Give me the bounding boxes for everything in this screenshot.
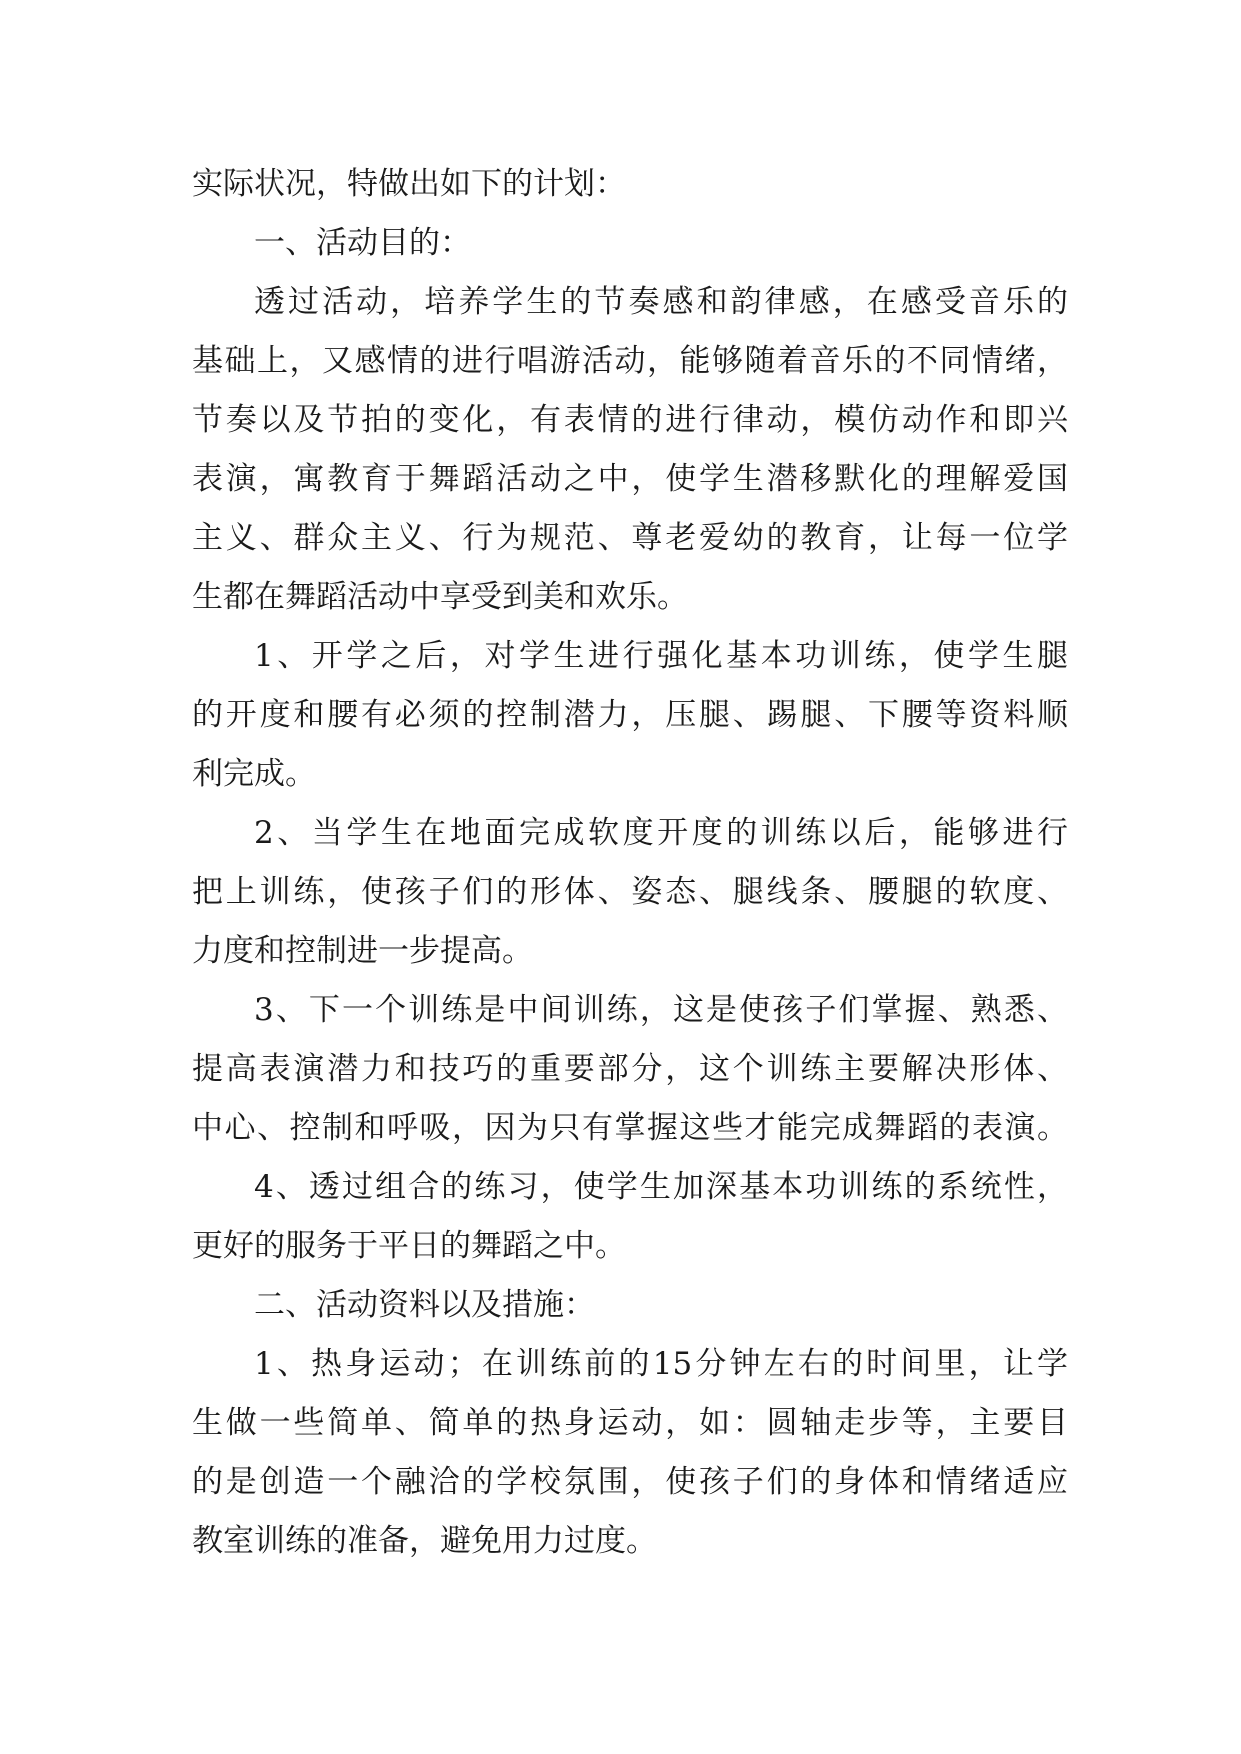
text-line: 实际状况，特做出如下的计划： — [192, 166, 626, 202]
text-line: 中心、控制和呼吸，因为只有掌握这些才能完成舞蹈的表演。 — [192, 1110, 1068, 1146]
text-line: 节奏以及节拍的变化，有表情的进行律动，模仿动作和即兴 — [192, 402, 1068, 438]
text-line: 1、热身运动；在训练前的15分钟左右的时间里，让学 — [254, 1346, 1068, 1382]
text-line: 把上训练，使孩子们的形体、姿态、腿线条、腰腿的软度、 — [192, 874, 1068, 910]
text-line: 更好的服务于平日的舞蹈之中。 — [192, 1228, 626, 1264]
text-line: 提高表演潜力和技巧的重要部分，这个训练主要解决形体、 — [192, 1051, 1068, 1087]
text-line: 的是创造一个融洽的学校氛围，使孩子们的身体和情绪适应 — [192, 1464, 1068, 1500]
document-body — [192, 155, 1068, 1571]
text-line: 4、透过组合的练习，使学生加深基本功训练的系统性， — [254, 1169, 1068, 1205]
text-line: 力度和控制进一步提高。 — [192, 933, 533, 969]
text-line: 主义、群众主义、行为规范、尊老爱幼的教育，让每一位学 — [192, 520, 1068, 556]
text-line: 1、开学之后，对学生进行强化基本功训练，使学生腿 — [254, 638, 1068, 674]
text-line: 基础上，又感情的进行唱游活动，能够随着音乐的不同情绪， — [192, 343, 1068, 379]
text-line: 教室训练的准备，避免用力过度。 — [192, 1523, 657, 1559]
section-heading: 一、活动目的： — [254, 225, 471, 261]
text-line: 透过活动，培养学生的节奏感和韵律感，在感受音乐的 — [254, 284, 1068, 320]
text-line: 表演，寓教育于舞蹈活动之中，使学生潜移默化的理解爱国 — [192, 461, 1068, 497]
text-line: 生都在舞蹈活动中享受到美和欢乐。 — [192, 579, 688, 615]
text-line: 利完成。 — [192, 756, 316, 792]
text-line: 2、当学生在地面完成软度开度的训练以后，能够进行 — [254, 815, 1068, 851]
text-line: 生做一些简单、简单的热身运动，如：圆轴走步等，主要目 — [192, 1405, 1068, 1441]
text-line: 的开度和腰有必须的控制潜力，压腿、踢腿、下腰等资料顺 — [192, 697, 1068, 733]
section-heading: 二、活动资料以及措施： — [254, 1287, 595, 1323]
text-line: 3、下一个训练是中间训练，这是使孩子们掌握、熟悉、 — [254, 992, 1068, 1028]
